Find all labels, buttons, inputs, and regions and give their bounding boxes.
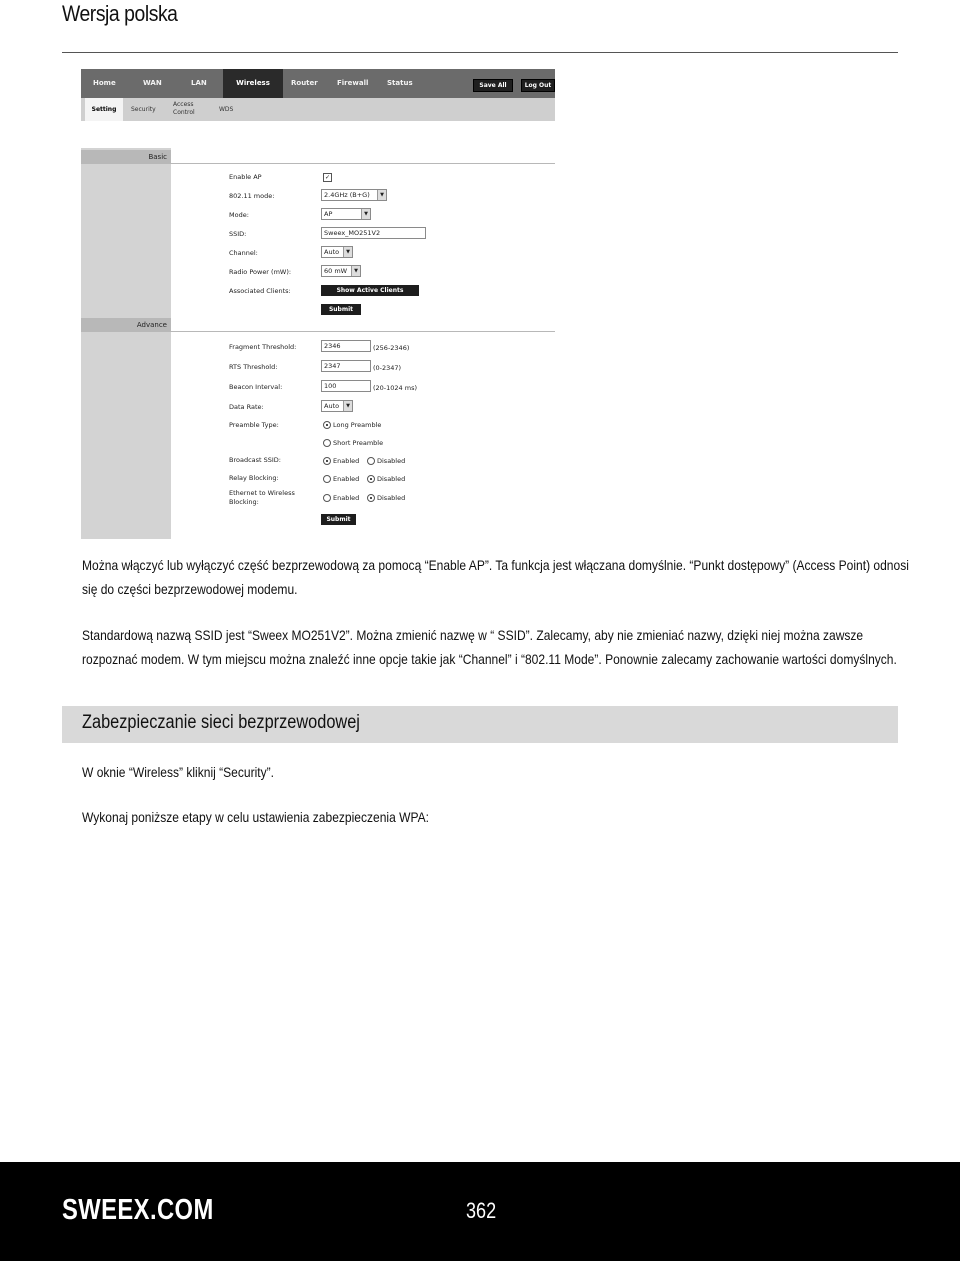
chevron-down-icon: ▼	[377, 190, 386, 200]
relay-blocking-label: Relay Blocking:	[229, 474, 279, 482]
broadcast-disabled-label: Disabled	[377, 457, 406, 465]
beacon-interval-label: Beacon Interval:	[229, 383, 283, 391]
radio-power-value: 60 mW	[324, 267, 348, 275]
broadcast-disabled-radio[interactable]	[367, 457, 375, 465]
paragraph-security-step-text: W oknie “Wireless” kliknij “Security”.	[82, 764, 274, 780]
mode-80211-value: 2.4GHz (B+G)	[324, 191, 370, 199]
rts-threshold-input[interactable]: 2347	[321, 360, 371, 372]
channel-select[interactable]	[321, 246, 353, 258]
enable-ap-label: Enable AP	[229, 173, 262, 181]
page-footer	[0, 1162, 960, 1261]
ethernet-disabled-label: Disabled	[377, 494, 406, 502]
ethernet-blocking-label	[229, 489, 295, 507]
ethernet-disabled-radio[interactable]	[367, 494, 375, 502]
header-divider	[62, 52, 898, 53]
long-preamble-radio[interactable]	[323, 421, 331, 429]
relay-enabled-radio[interactable]	[323, 475, 331, 483]
page-number: 362	[466, 1198, 497, 1223]
tab-wireless[interactable]: Wireless	[223, 69, 283, 99]
tab-wan[interactable]: WAN	[143, 79, 162, 87]
rts-threshold-label: RTS Threshold:	[229, 363, 278, 371]
save-all-button[interactable]: Save All	[473, 79, 513, 92]
mode-label: Mode:	[229, 211, 249, 219]
tab-router[interactable]: Router	[291, 79, 318, 87]
associated-clients-label: Associated Clients:	[229, 287, 291, 295]
paragraph-enable-ap	[82, 553, 909, 601]
section-heading-bar	[62, 706, 898, 743]
ssid-label: SSID:	[229, 230, 247, 238]
ethernet-blocking-line2: Blocking:	[229, 498, 259, 506]
tab-home[interactable]: Home	[93, 79, 116, 87]
paragraph-ssid	[82, 623, 898, 671]
chevron-down-icon: ▼	[351, 266, 360, 276]
router-sidebar	[81, 148, 171, 539]
paragraph-security-step	[82, 760, 898, 784]
router-sub-nav	[81, 98, 555, 121]
radio-power-label: Radio Power (mW):	[229, 268, 292, 276]
basic-section-label: Basic	[81, 150, 171, 164]
subtab-access-line1: Access	[173, 101, 194, 108]
short-preamble-radio[interactable]	[323, 439, 331, 447]
ssid-input[interactable]: Sweex_MO251V2	[321, 227, 426, 239]
subtab-setting[interactable]: Setting	[85, 98, 123, 121]
paragraph-wpa-intro-text: Wykonaj poniższe etapy w celu ustawienia zabezpieczenia WPA:	[82, 809, 429, 825]
tab-status[interactable]: Status	[387, 79, 413, 87]
paragraph-ssid-line2: rozpoznać modem. W tym miejscu można znaleźć inne opcje takie jak “Channel” i “802.11 Mode”. Ponownie zalecamy zachowanie wartości domyślnych.	[82, 651, 897, 667]
advance-submit-button[interactable]: Submit	[321, 514, 356, 525]
beacon-interval-input[interactable]: 100	[321, 380, 371, 392]
fragment-threshold-label: Fragment Threshold:	[229, 343, 297, 351]
mode-80211-label: 802.11 mode:	[229, 192, 275, 200]
mode-value: AP	[324, 210, 333, 218]
basic-section-line	[171, 163, 555, 164]
chevron-down-icon: ▼	[361, 209, 370, 219]
tab-lan[interactable]: LAN	[191, 79, 207, 87]
brand-logo-text: SWEEX.COM	[62, 1194, 214, 1226]
fragment-threshold-input[interactable]: 2346	[321, 340, 371, 352]
relay-disabled-radio[interactable]	[367, 475, 375, 483]
channel-value: Auto	[324, 248, 340, 256]
fragment-threshold-hint: (256-2346)	[373, 344, 410, 352]
mode-select[interactable]	[321, 208, 371, 220]
data-rate-value: Auto	[324, 402, 340, 410]
subtab-wds[interactable]: WDS	[219, 106, 234, 113]
relay-enabled-label: Enabled	[333, 475, 360, 483]
subtab-access-control[interactable]	[173, 98, 195, 121]
advance-section-label: Advance	[81, 318, 171, 332]
chevron-down-icon: ▼	[343, 401, 352, 411]
advance-section-bar	[81, 318, 555, 332]
enable-ap-checkbox[interactable]: ✓	[324, 174, 331, 181]
chevron-down-icon: ▼	[343, 247, 352, 257]
advance-section-line	[171, 331, 555, 332]
paragraph-enable-ap-line2: się do części bezprzewodowej modemu.	[82, 581, 298, 597]
tab-firewall[interactable]: Firewall	[337, 79, 369, 87]
beacon-interval-hint: (20-1024 ms)	[373, 384, 418, 392]
short-preamble-label: Short Preamble	[333, 439, 384, 447]
ethernet-blocking-line1: Ethernet to Wireless	[229, 489, 295, 497]
rts-threshold-hint: (0-2347)	[373, 364, 402, 372]
log-out-button[interactable]: Log Out	[521, 79, 555, 92]
preamble-type-label: Preamble Type:	[229, 421, 279, 429]
section-heading: Zabezpieczanie sieci bezprzewodowej	[82, 712, 360, 733]
paragraph-enable-ap-line1: Można włączyć lub wyłączyć część bezprzewodową za pomocą “Enable AP”. Ta funkcja jest włączana domyślnie. “Punkt dostępowy” (Access Point) odnosi	[82, 557, 909, 573]
ethernet-enabled-radio[interactable]	[323, 494, 331, 502]
basic-submit-button[interactable]: Submit	[321, 304, 361, 315]
long-preamble-label: Long Preamble	[333, 421, 382, 429]
data-rate-label: Data Rate:	[229, 403, 264, 411]
channel-label: Channel:	[229, 249, 258, 257]
relay-disabled-label: Disabled	[377, 475, 406, 483]
broadcast-enabled-radio[interactable]	[323, 457, 331, 465]
router-settings-screenshot	[81, 69, 555, 539]
data-rate-select[interactable]	[321, 400, 353, 412]
subtab-access-line2: Control	[173, 109, 195, 116]
ethernet-enabled-label: Enabled	[333, 494, 360, 502]
show-active-clients-button[interactable]: Show Active Clients	[321, 285, 419, 296]
subtab-security[interactable]: Security	[131, 106, 156, 113]
basic-section-bar	[81, 150, 555, 164]
paragraph-wpa-intro	[82, 805, 898, 829]
router-top-nav	[81, 69, 555, 98]
page-header-title: Wersja polska	[62, 1, 178, 26]
paragraph-ssid-line1: Standardową nazwą SSID jest “Sweex MO251V2”. Można zmienić nazwę w “ SSID”. Zalecamy, aby nie zmieniać nazwy, dzięki niej można zawsze	[82, 627, 864, 643]
radio-power-select[interactable]	[321, 265, 361, 277]
broadcast-ssid-label: Broadcast SSID:	[229, 456, 281, 464]
broadcast-enabled-label: Enabled	[333, 457, 360, 465]
mode-80211-select[interactable]	[321, 189, 387, 201]
